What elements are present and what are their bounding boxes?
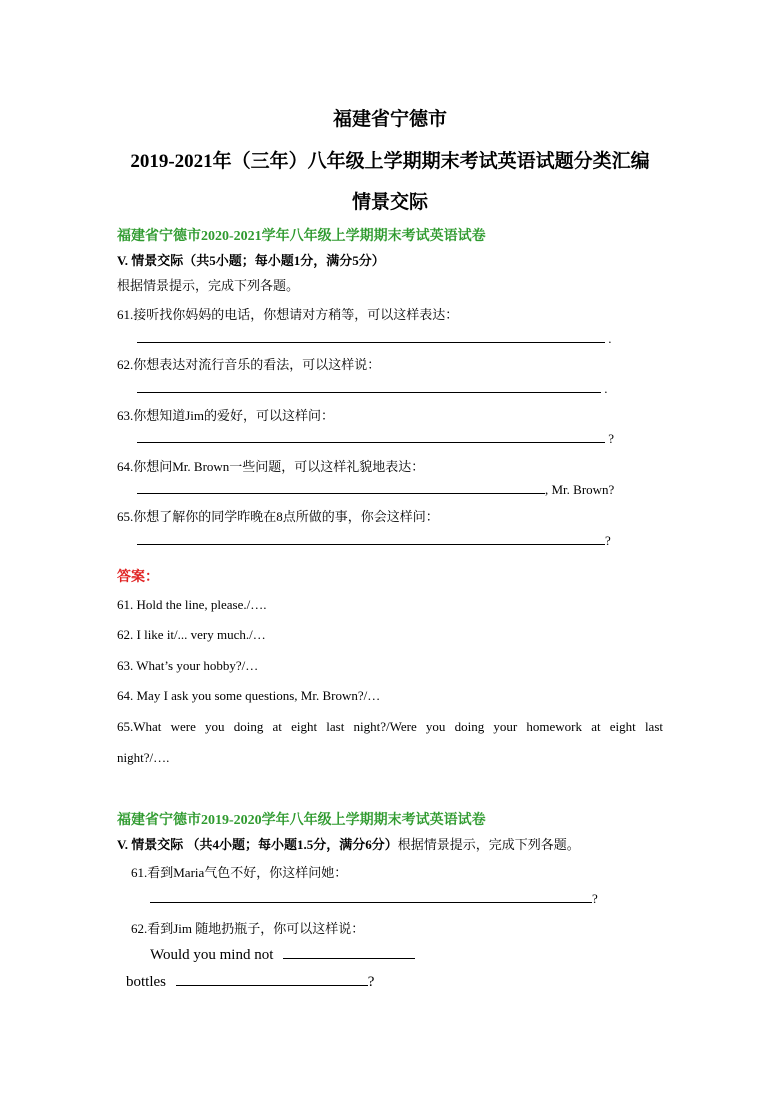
answer-65-line2: night?/….	[117, 750, 170, 765]
question-65-end: ?	[605, 533, 611, 548]
section2-part-bold: V. 情景交际 （共4小题；每小题1.5分，满分6分）	[117, 837, 398, 852]
question-63-end: ?	[608, 431, 615, 446]
question-65-prompt: 65.你想了解你的同学昨晚在8点所做的事，你会这样问：	[117, 509, 439, 524]
question-61-prompt: 61.接听找你妈妈的电话，你想请对方稍等，可以这样表达：	[117, 307, 459, 322]
question-62-prompt: 62.你想表达对流行音乐的看法，可以这样说：	[117, 357, 381, 372]
question-64-answer-line[interactable]	[137, 481, 614, 498]
question-64-prompt: 64.你想问Mr. Brown一些问题，可以这样礼貌地表达：	[117, 459, 425, 474]
section2-question-61-prompt: 61.看到Maria气色不好，你这样问她：	[131, 865, 348, 880]
answer-65-line1: 65.What were you doing at eight last night?/Were you doing your homework at eight last	[117, 719, 663, 734]
section2-question-62-line1	[150, 946, 415, 964]
question-61-answer-line[interactable]	[137, 330, 612, 347]
question-63-answer-line[interactable]	[137, 430, 614, 447]
section2-question-61-end: ?	[592, 891, 598, 906]
answer-64: 64. May I ask you some questions, Mr. Brown?/…	[117, 688, 381, 703]
section2-question-62-text2: bottles	[126, 974, 166, 990]
doc-title-topic: 情景交际	[351, 192, 428, 213]
question-62-answer-line[interactable]	[137, 380, 608, 397]
section1-instruction: 根据情景提示，完成下列各题。	[117, 278, 300, 293]
section2-question-62-blank1[interactable]	[283, 946, 415, 959]
section1-part-title: V. 情景交际（共5小题；每小题1分，满分5分）	[117, 253, 385, 268]
section2-question-62-blank2[interactable]	[176, 973, 368, 986]
question-62-end: .	[604, 381, 608, 396]
section2-question-61-answer-line[interactable]	[150, 890, 598, 907]
answers-label: 答案：	[117, 570, 159, 585]
doc-title-main: 2019-2021年（三年）八年级上学期期末考试英语试题分类汇编	[130, 151, 650, 172]
section2-part-title	[117, 834, 580, 853]
section1-heading: 福建省宁德市2020-2021学年八年级上学期期末考试英语试卷	[117, 229, 486, 244]
section2-heading: 福建省宁德市2019-2020学年八年级上学期期末考试英语试卷	[117, 813, 486, 828]
question-61-end: .	[608, 331, 612, 346]
section2-question-62-prompt: 62.看到Jim 随地扔瓶子，你可以这样说：	[131, 921, 365, 936]
section2-question-62-text1: Would you mind not	[150, 947, 274, 963]
question-63-prompt: 63.你想知道Jim的爱好，可以这样问：	[117, 408, 335, 423]
question-65-answer-line[interactable]	[137, 532, 611, 549]
answer-62: 62. I like it/... very much./…	[117, 627, 266, 642]
question-64-end: , Mr. Brown?	[545, 482, 615, 497]
section2-part-rest: 根据情景提示，完成下列各题。	[397, 837, 580, 852]
doc-title-region: 福建省宁德市	[332, 109, 447, 130]
section2-question-62-line2	[126, 973, 374, 991]
answer-61: 61. Hold the line, please./….	[117, 597, 267, 612]
answer-63: 63. What’s your hobby?/…	[117, 658, 259, 673]
section2-question-62-end: ?	[367, 974, 375, 990]
